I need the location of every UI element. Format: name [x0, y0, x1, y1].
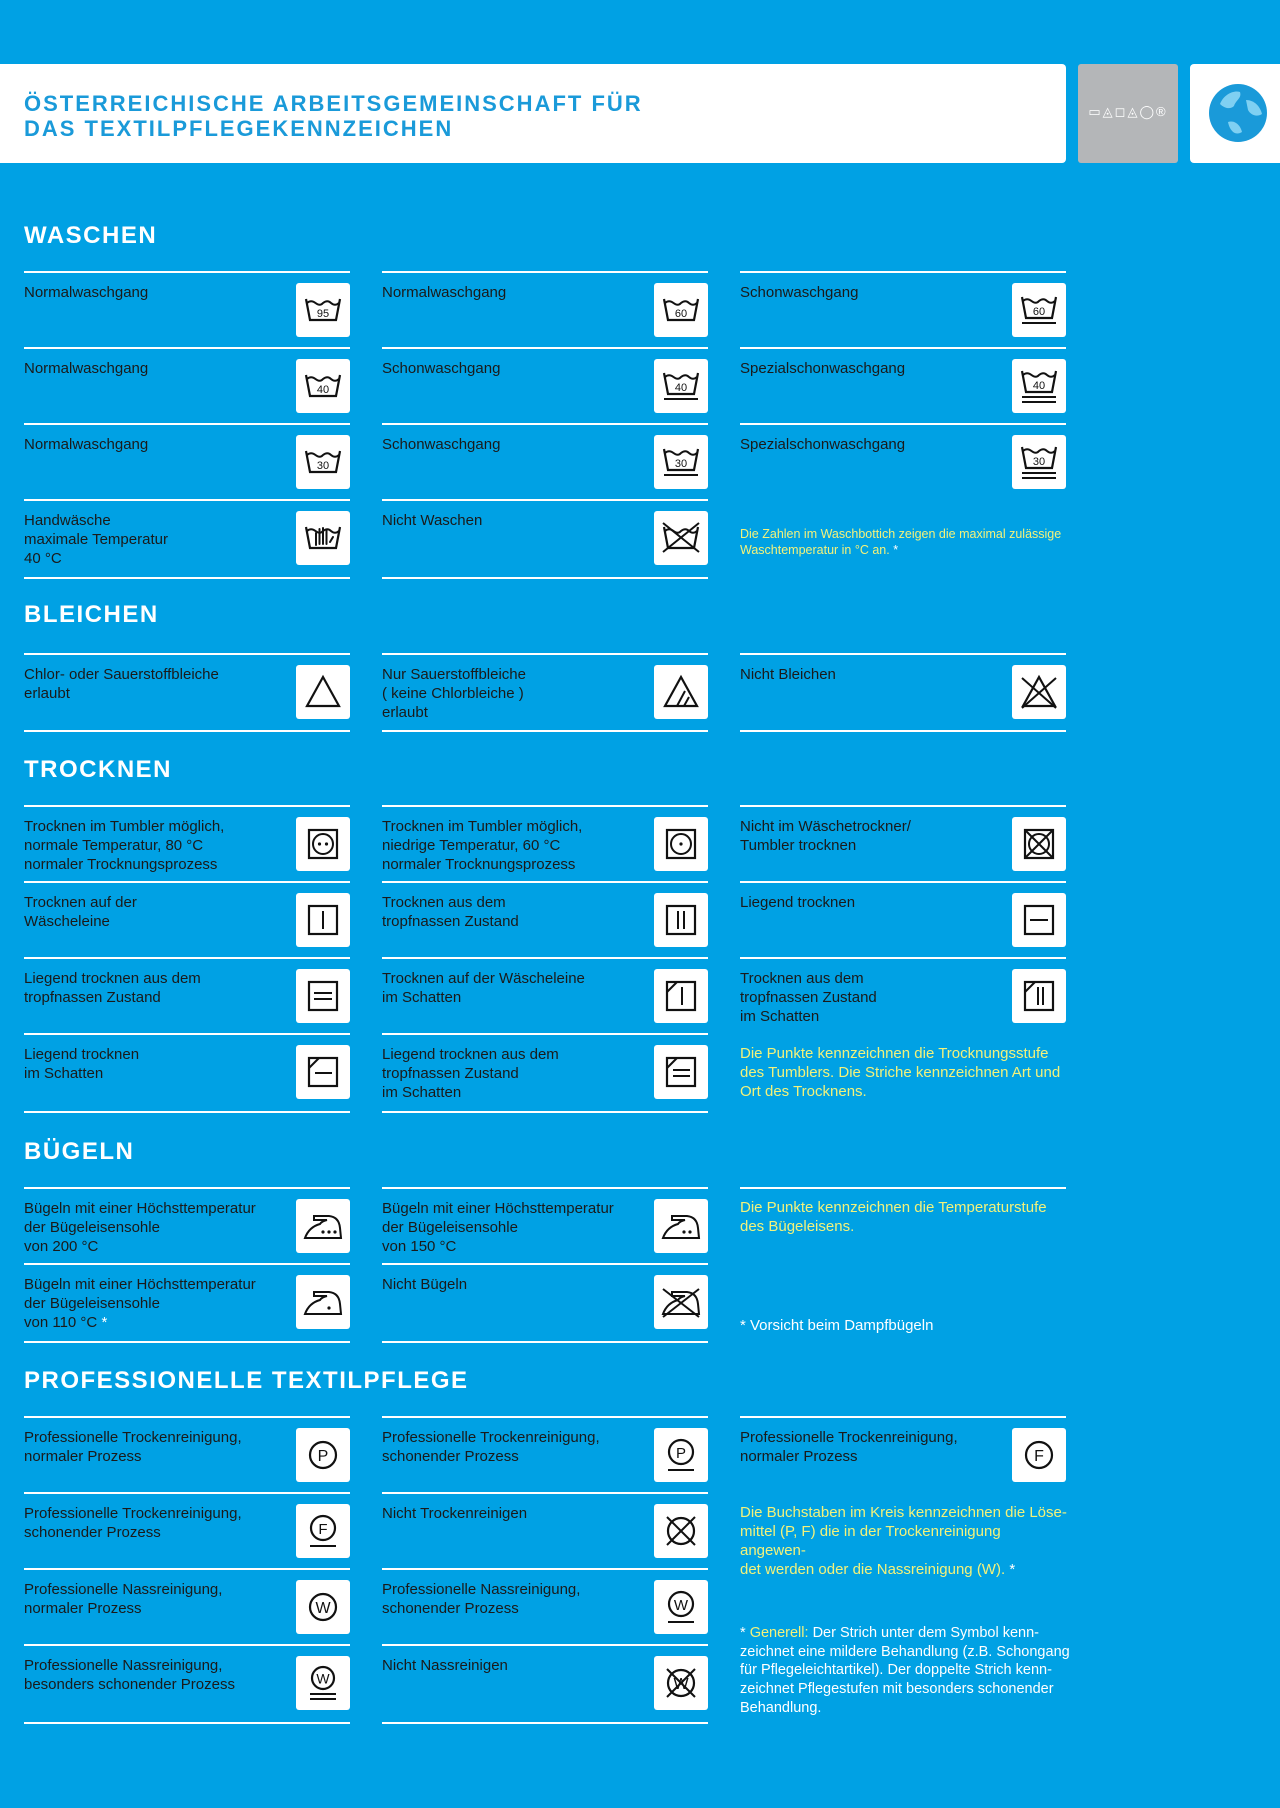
wet-clean-very-gentle-icon	[296, 1656, 350, 1710]
list-item	[24, 1568, 350, 1644]
dry-clean-f-gentle-icon	[296, 1504, 350, 1558]
iron-high-icon	[296, 1199, 350, 1253]
profi-general-note	[740, 1624, 1070, 1718]
hand-wash-icon	[296, 511, 350, 565]
svg-text:P: P	[675, 1445, 687, 1462]
brand-logo-text: ▭◬◻◬◯®	[1088, 104, 1168, 119]
item-label: Liegend trocknen	[740, 894, 856, 911]
list-item	[740, 881, 1066, 957]
item-label: Trocknen aus dem tropfnassen Zustand im Schatten	[740, 970, 877, 1025]
waschen-note-text: Die Zahlen im Waschbottich zeigen die maximal zulässige Waschtemperatur in °C an.	[740, 527, 1062, 557]
globe-icon	[1190, 64, 1280, 163]
svg-text:40: 40	[316, 384, 330, 396]
item-label: Schonwaschgang	[740, 284, 859, 301]
item-label: Handwäsche maximale Temperatur 40 °C	[24, 512, 168, 567]
list-item	[24, 1492, 350, 1568]
item-label: Normalwaschgang	[24, 436, 149, 453]
dry-clean-p-icon	[296, 1428, 350, 1482]
wash-30-icon	[296, 435, 350, 489]
wash-60-gentle-icon	[1012, 283, 1066, 337]
list-item	[24, 1263, 350, 1343]
item-label: Schonwaschgang	[382, 436, 501, 453]
drip-dry-icon	[654, 893, 708, 947]
list-item	[24, 1644, 350, 1724]
list-item	[382, 499, 708, 579]
item-label: Spezialschonwaschgang	[740, 436, 906, 453]
drip-dry-flat-icon	[296, 969, 350, 1023]
item-label: Trocknen im Tumbler möglich, niedrige Temperatur, 60 °C normaler Trocknungsprozess	[382, 818, 583, 873]
section-title-trocknen: TROCKNEN	[24, 756, 172, 783]
list-item	[24, 653, 350, 732]
list-item	[24, 1416, 350, 1492]
item-label: Nicht Bügeln	[382, 1276, 468, 1293]
do-not-tumble-dry-icon	[1012, 817, 1066, 871]
section-title-profi: PROFESSIONELLE TEXTILPFLEGE	[24, 1367, 469, 1394]
profi-note-text: Die Buchstaben im Kreis kennzeichnen die Löse- mittel (P, F) die in der Trockenreinigung angewen- det werden oder die Nassreinigung (W).	[740, 1504, 1067, 1578]
page-title	[24, 91, 643, 141]
svg-text:F: F	[318, 1521, 328, 1538]
globe-logo	[1190, 64, 1280, 163]
list-item	[382, 1033, 708, 1113]
dry-flat-icon	[1012, 893, 1066, 947]
item-label: Trocknen aus dem tropfnassen Zustand	[382, 894, 519, 930]
item-label: Liegend trocknen aus dem tropfnassen Zustand	[24, 970, 201, 1006]
do-not-iron-icon	[654, 1275, 708, 1329]
svg-text:W: W	[316, 1670, 330, 1687]
drip-dry-shade-icon	[1012, 969, 1066, 1023]
item-label: Nicht Bleichen	[740, 666, 836, 683]
do-not-wash-icon	[654, 511, 708, 565]
item-label: Professionelle Nassreinigung, schonender Prozess	[382, 1581, 581, 1617]
svg-text:F: F	[1034, 1448, 1044, 1465]
item-label: Normalwaschgang	[24, 284, 149, 301]
item-label: Bügeln mit einer Höchsttemperatur der Bügeleisensohle von 200 °C	[24, 1200, 256, 1255]
svg-text:40: 40	[674, 382, 688, 394]
wash-30-gentle-icon	[654, 435, 708, 489]
item-label: Nicht im Wäschetrockner/ Tumbler trocknen	[740, 818, 911, 854]
brand-logo	[1078, 64, 1178, 163]
wash-40-icon	[296, 359, 350, 413]
svg-text:60: 60	[674, 308, 688, 320]
wet-clean-gentle-icon	[654, 1580, 708, 1634]
svg-text:30: 30	[316, 460, 330, 472]
list-item	[24, 881, 350, 957]
tumble-dry-low-icon	[654, 817, 708, 871]
list-item	[740, 1416, 1066, 1492]
waschen-note	[740, 510, 1070, 558]
item-label: Normalwaschgang	[24, 360, 149, 377]
header-bar	[0, 64, 1066, 163]
general-word: Generell:	[749, 1625, 809, 1641]
wash-40-very-gentle-icon	[1012, 359, 1066, 413]
list-item	[382, 881, 708, 957]
list-item	[382, 1263, 708, 1343]
do-not-wet-clean-icon	[654, 1656, 708, 1710]
wash-40-gentle-icon	[654, 359, 708, 413]
list-item	[740, 653, 1066, 732]
waschen-note-mark: *	[893, 543, 899, 557]
item-label-mark: *	[101, 1314, 108, 1331]
list-item	[382, 347, 708, 423]
list-item	[740, 423, 1066, 499]
item-label: Trocknen im Tumbler möglich, normale Temperatur, 80 °C normaler Trocknungsprozess	[24, 818, 225, 873]
svg-text:40: 40	[1032, 380, 1046, 392]
list-item	[24, 271, 350, 347]
item-label: Spezialschonwaschgang	[740, 360, 906, 377]
item-label: Trocknen auf der Wäscheleine im Schatten	[382, 970, 585, 1006]
list-item	[382, 271, 708, 347]
general-text: Der Strich unter dem Symbol kenn- zeichnet eine mildere Behandlung (z.B. Schongang für Pflegeleichtartikel). Der doppelte Strich kenn- zeichnet Pflegestufen mit besonders schonender Behandlung.	[740, 1625, 1070, 1716]
svg-text:60: 60	[1032, 306, 1046, 318]
drip-dry-flat-shade-icon	[654, 1045, 708, 1099]
section-title-waschen: WASCHEN	[24, 222, 158, 249]
line-dry-shade-icon	[654, 969, 708, 1023]
title-line-2: DAS TEXTILPFLEGEKENNZEICHEN	[24, 116, 454, 141]
item-label: Professionelle Trockenreinigung, schonender Prozess	[382, 1429, 600, 1465]
wash-30-very-gentle-icon	[1012, 435, 1066, 489]
list-item	[740, 957, 1066, 1033]
dry-flat-shade-icon	[296, 1045, 350, 1099]
dry-clean-p-gentle-icon	[654, 1428, 708, 1482]
svg-text:95: 95	[316, 308, 330, 320]
list-item	[382, 1416, 708, 1492]
profi-note-mark: *	[1009, 1561, 1016, 1578]
item-label: Professionelle Nassreinigung, besonders schonender Prozess	[24, 1657, 235, 1693]
item-label: Professionelle Trockenreinigung, schonender Prozess	[24, 1505, 242, 1541]
list-item	[24, 499, 350, 579]
dry-clean-f-icon	[1012, 1428, 1066, 1482]
trocknen-note: Die Punkte kennzeichnen die Trocknungsstufe des Tumblers. Die Striche kennzeichnen Art und Ort des Trocknens.	[740, 1045, 1061, 1100]
item-label: Nicht Trockenreinigen	[382, 1505, 528, 1522]
svg-text:W: W	[315, 1600, 331, 1617]
item-label: Nicht Nassreinigen	[382, 1657, 508, 1674]
item-label: Professionelle Trockenreinigung, normaler Prozess	[24, 1429, 242, 1465]
item-label: Professionelle Trockenreinigung, normaler Prozess	[740, 1429, 958, 1465]
bleach-any-icon	[296, 665, 350, 719]
iron-low-icon	[296, 1275, 350, 1329]
item-label: Liegend trocknen aus dem tropfnassen Zustand im Schatten	[382, 1046, 559, 1101]
list-item	[24, 423, 350, 499]
buegeln-footnote: * Vorsicht beim Dampfbügeln	[740, 1317, 934, 1334]
title-line-1: ÖSTERREICHISCHE ARBEITSGEMEINSCHAFT FÜR	[24, 91, 643, 116]
do-not-bleach-icon	[1012, 665, 1066, 719]
buegeln-note: Die Punkte kennzeichnen die Temperaturstufe des Bügeleisens.	[740, 1199, 1047, 1235]
list-item	[24, 805, 350, 881]
list-item	[382, 957, 708, 1033]
item-label: Schonwaschgang	[382, 360, 501, 377]
list-item	[382, 423, 708, 499]
svg-text:P: P	[317, 1448, 329, 1465]
item-label-text: Bügeln mit einer Höchsttemperatur der Bügeleisensohle von 110 °C	[24, 1276, 256, 1331]
item-label	[24, 1275, 284, 1332]
list-item	[24, 1187, 350, 1263]
item-label: Normalwaschgang	[382, 284, 507, 301]
list-item	[382, 1644, 708, 1724]
list-item	[382, 653, 708, 732]
do-not-dry-clean-icon	[654, 1504, 708, 1558]
list-item	[382, 1187, 708, 1263]
list-item	[24, 347, 350, 423]
svg-text:30: 30	[1032, 456, 1046, 468]
iron-medium-icon	[654, 1199, 708, 1253]
item-label: Nicht Waschen	[382, 512, 483, 529]
item-label: Trocknen auf der Wäscheleine	[24, 894, 137, 930]
list-item	[740, 271, 1066, 347]
list-item	[382, 1568, 708, 1644]
wash-60-icon	[654, 283, 708, 337]
item-label: Chlor- oder Sauerstoffbleiche erlaubt	[24, 666, 219, 702]
section-title-bleichen: BLEICHEN	[24, 601, 159, 628]
profi-note	[740, 1503, 1070, 1579]
divider	[740, 1187, 1066, 1189]
list-item	[740, 347, 1066, 423]
list-item	[382, 805, 708, 881]
list-item	[24, 1033, 350, 1113]
list-item	[382, 1492, 708, 1568]
item-label: Nur Sauerstoffbleiche ( keine Chlorbleiche ) erlaubt	[382, 666, 526, 721]
tumble-dry-normal-icon	[296, 817, 350, 871]
general-star: *	[740, 1625, 746, 1641]
bleach-oxygen-only-icon	[654, 665, 708, 719]
svg-text:30: 30	[674, 458, 688, 470]
item-label: Professionelle Nassreinigung, normaler Prozess	[24, 1581, 223, 1617]
svg-text:W: W	[673, 1676, 689, 1693]
list-item	[24, 957, 350, 1033]
wet-clean-icon	[296, 1580, 350, 1634]
wash-95-icon	[296, 283, 350, 337]
line-dry-icon	[296, 893, 350, 947]
svg-text:W: W	[673, 1597, 689, 1614]
list-item	[740, 805, 1066, 881]
section-title-buegeln: BÜGELN	[24, 1138, 135, 1165]
item-label: Liegend trocknen im Schatten	[24, 1046, 140, 1082]
item-label: Bügeln mit einer Höchsttemperatur der Bügeleisensohle von 150 °C	[382, 1200, 614, 1255]
